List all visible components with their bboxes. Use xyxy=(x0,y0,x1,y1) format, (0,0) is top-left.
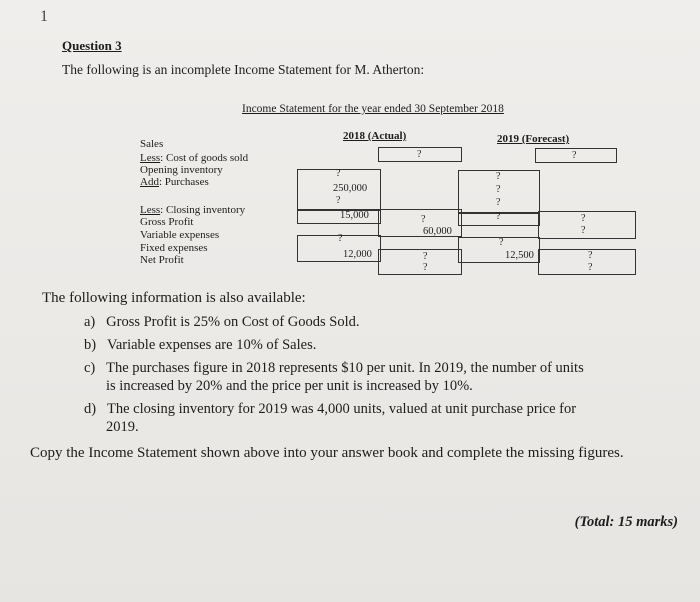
value-2018-opening: ? xyxy=(336,168,341,179)
label-purchases-text: : Purchases xyxy=(158,176,209,188)
label-less-1: Less xyxy=(140,152,161,164)
value-2019-total-expenses: ? xyxy=(588,250,593,261)
label-add: Add xyxy=(140,176,159,188)
corner-mark: 1 xyxy=(40,8,48,25)
total-marks: (Total: 15 marks) xyxy=(574,514,678,530)
cell-2018-net-block xyxy=(378,249,462,275)
value-2019-purchases: ? xyxy=(496,184,501,195)
question-title: Question 3 xyxy=(62,38,122,53)
intro-text: The following is an incomplete Income Statement for M. Atherton: xyxy=(62,62,425,77)
info-item-d-continued: 2019. xyxy=(106,419,139,435)
column-header-2018: 2018 (Actual) xyxy=(343,130,407,142)
value-2018-closing: 15,000 xyxy=(340,210,369,221)
cell-2019-gp-block xyxy=(538,211,636,239)
cell-2019-sales: ? xyxy=(535,148,617,163)
label-net-profit: Net Profit xyxy=(140,254,184,266)
label-cogs xyxy=(140,152,248,164)
value-2018-subtotal: ? xyxy=(336,195,341,206)
label-opening-inventory: Opening inventory xyxy=(140,164,223,176)
info-item-c-continued: is increased by 20% and the price per unit is increased by 10%. xyxy=(106,378,473,394)
value-2018-cogs: ? xyxy=(421,214,426,225)
label-sales: Sales xyxy=(140,138,164,150)
info-item-d: d) The closing inventory for 2019 was 4,000 units, valued at unit purchase price for xyxy=(84,401,577,417)
value-2019-opening: ? xyxy=(496,171,501,182)
value-2019-subtotal: ? xyxy=(496,197,501,208)
label-variable-expenses: Variable expenses xyxy=(140,229,220,241)
value-2018-purchases: 250,000 xyxy=(333,183,368,194)
info-heading: The following information is also available: xyxy=(42,290,306,306)
label-closing xyxy=(140,204,245,216)
value-2018-net-profit: ? xyxy=(423,262,428,273)
cell-2018-sales: ? xyxy=(378,147,462,162)
info-item-b: b) Variable expenses are 10% of Sales. xyxy=(84,337,317,353)
label-fixed-expenses: Fixed expenses xyxy=(140,242,208,254)
cell-2019-net-block xyxy=(538,249,636,275)
value-2018-variable: ? xyxy=(338,233,343,244)
value-2019-fixed: 12,500 xyxy=(505,250,534,261)
value-2018-gross-profit: 60,000 xyxy=(423,226,452,237)
value-2019-cogs: ? xyxy=(581,213,586,224)
value-2019-variable: ? xyxy=(499,237,504,248)
value-2019-gross-profit: ? xyxy=(581,225,586,236)
label-less-2: Less xyxy=(140,204,161,216)
label-purchases xyxy=(140,176,209,188)
label-gross-profit: Gross Profit xyxy=(140,216,194,228)
value-2018-total-expenses: ? xyxy=(423,251,428,262)
column-header-2019: 2019 (Forecast) xyxy=(497,133,570,145)
info-item-a: a) Gross Profit is 25% on Cost of Goods Sold. xyxy=(84,314,360,330)
statement-title: Income Statement for the year ended 30 September 2018 xyxy=(242,103,504,115)
label-closing-text: : Closing inventory xyxy=(160,204,246,216)
value-2018-fixed: 12,000 xyxy=(343,249,372,260)
info-item-c: c) The purchases figure in 2018 represents $10 per unit. In 2019, the number of units xyxy=(84,360,584,376)
label-cogs-text: : Cost of goods sold xyxy=(160,152,249,164)
copy-instruction: Copy the Income Statement shown above into your answer book and complete the missing figures. xyxy=(30,445,624,461)
value-2019-closing: ? xyxy=(496,211,501,222)
value-2019-net-profit: ? xyxy=(588,262,593,273)
